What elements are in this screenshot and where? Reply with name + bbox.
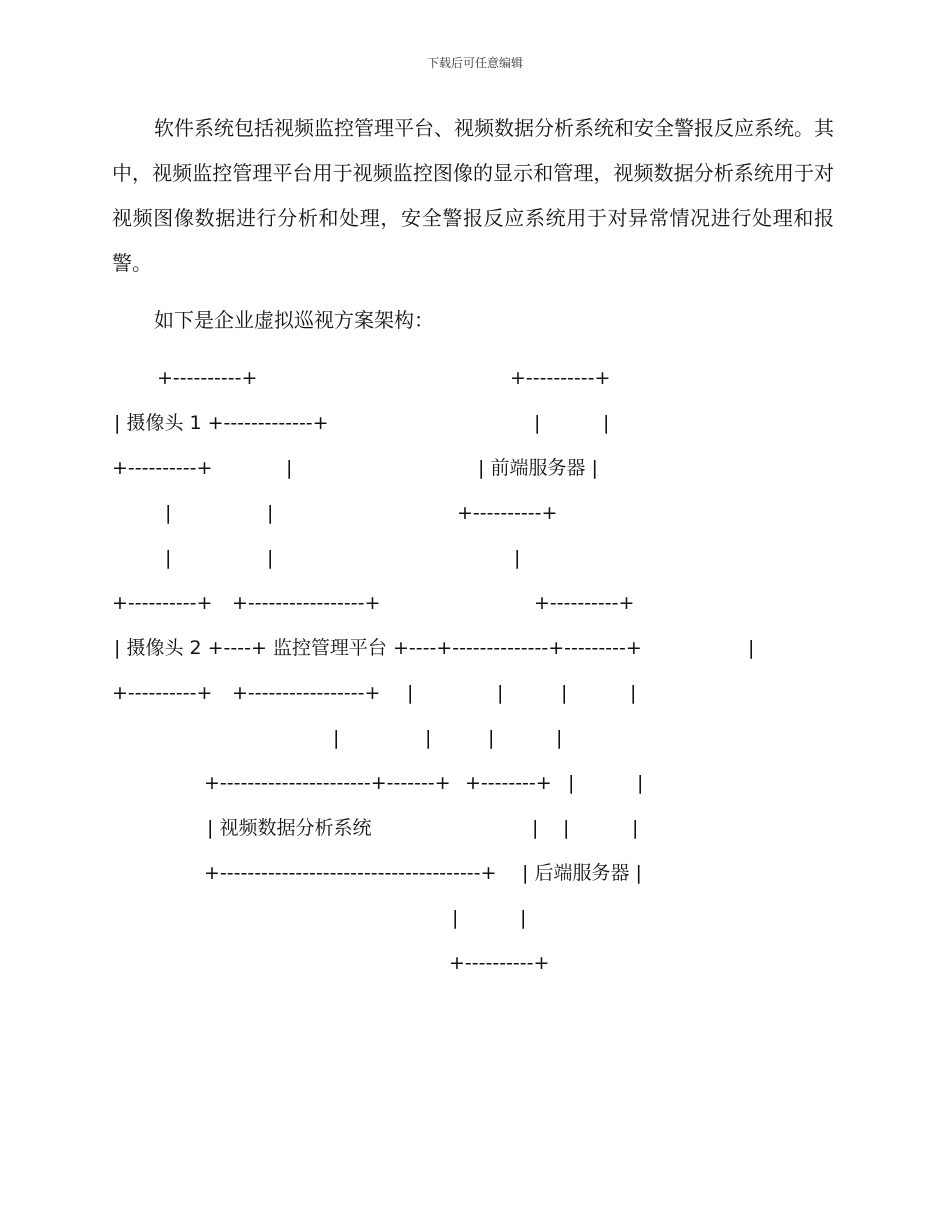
diagram-segment: | <box>637 772 644 794</box>
diagram-segment: +----------+ <box>112 682 213 704</box>
diagram-segment: | <box>165 502 172 524</box>
diagram-segment: | <box>630 682 637 704</box>
diagram-segment: | <box>532 817 539 839</box>
diagram-segment: +----------+ <box>112 592 213 614</box>
paragraph-architecture-intro: 如下是企业虚拟巡视方案架构： <box>154 308 434 332</box>
diagram-segment: +----------+ <box>157 367 258 389</box>
diagram-segment: | <box>267 547 274 569</box>
diagram-segment: | <box>520 907 527 929</box>
diagram-backend-server: | 后端服务器 | <box>522 862 642 884</box>
diagram-segment: | <box>488 727 495 749</box>
diagram-segment: | <box>748 637 755 659</box>
diagram-segment: +----------+ <box>457 502 558 524</box>
diagram-segment: | <box>568 772 575 794</box>
diagram-segment: | <box>407 682 414 704</box>
diagram-segment: | <box>267 502 274 524</box>
diagram-segment: +-----------------+ <box>232 592 381 614</box>
diagram-segment: +----------+ <box>449 952 550 974</box>
diagram-segment: | <box>603 412 610 434</box>
page-header: 下载后可任意编辑 <box>426 56 523 70</box>
diagram-segment: | <box>497 682 504 704</box>
diagram-segment: | <box>556 727 563 749</box>
diagram-segment: +----------+ <box>510 367 611 389</box>
diagram-video-analysis: | 视频数据分析系统 <box>207 817 372 839</box>
diagram-segment: | <box>165 547 172 569</box>
diagram-segment: +----------+ <box>534 592 635 614</box>
diagram-segment: +-----------------+ <box>232 682 381 704</box>
diagram-segment: | <box>514 547 521 569</box>
diagram-camera-1: | 摄像头 1 +-------------+ <box>114 412 329 434</box>
diagram-segment: | <box>632 817 639 839</box>
diagram-camera-2-monitor-platform: | 摄像头 2 +----+ 监控管理平台 +----+--------------+---------+ <box>114 637 642 659</box>
diagram-segment: | <box>452 907 459 929</box>
paragraph-software-system: 软件系统包括视频监控管理平台、视频数据分析系统和安全警报反应系统。其中，视频监控管理平台用于视频监控图像的显示和管理，视频数据分析系统用于对视频图像数据进行分析和处理，安全警报反应系统用于对异常情况进行处理和报警。 <box>112 116 834 275</box>
diagram-segment: +----------+ <box>112 457 213 479</box>
diagram-frontend-server: | 前端服务器 | <box>478 457 598 479</box>
diagram-segment: +--------+ <box>465 772 552 794</box>
diagram-segment: +----------------------+-------+ <box>204 772 451 794</box>
diagram-segment: +--------------------------------------+ <box>204 862 497 884</box>
diagram-segment: | <box>286 457 293 479</box>
diagram-segment: | <box>425 727 432 749</box>
diagram-segment: | <box>534 412 541 434</box>
diagram-segment: | <box>563 817 570 839</box>
diagram-segment: | <box>333 727 340 749</box>
diagram-segment: | <box>561 682 568 704</box>
